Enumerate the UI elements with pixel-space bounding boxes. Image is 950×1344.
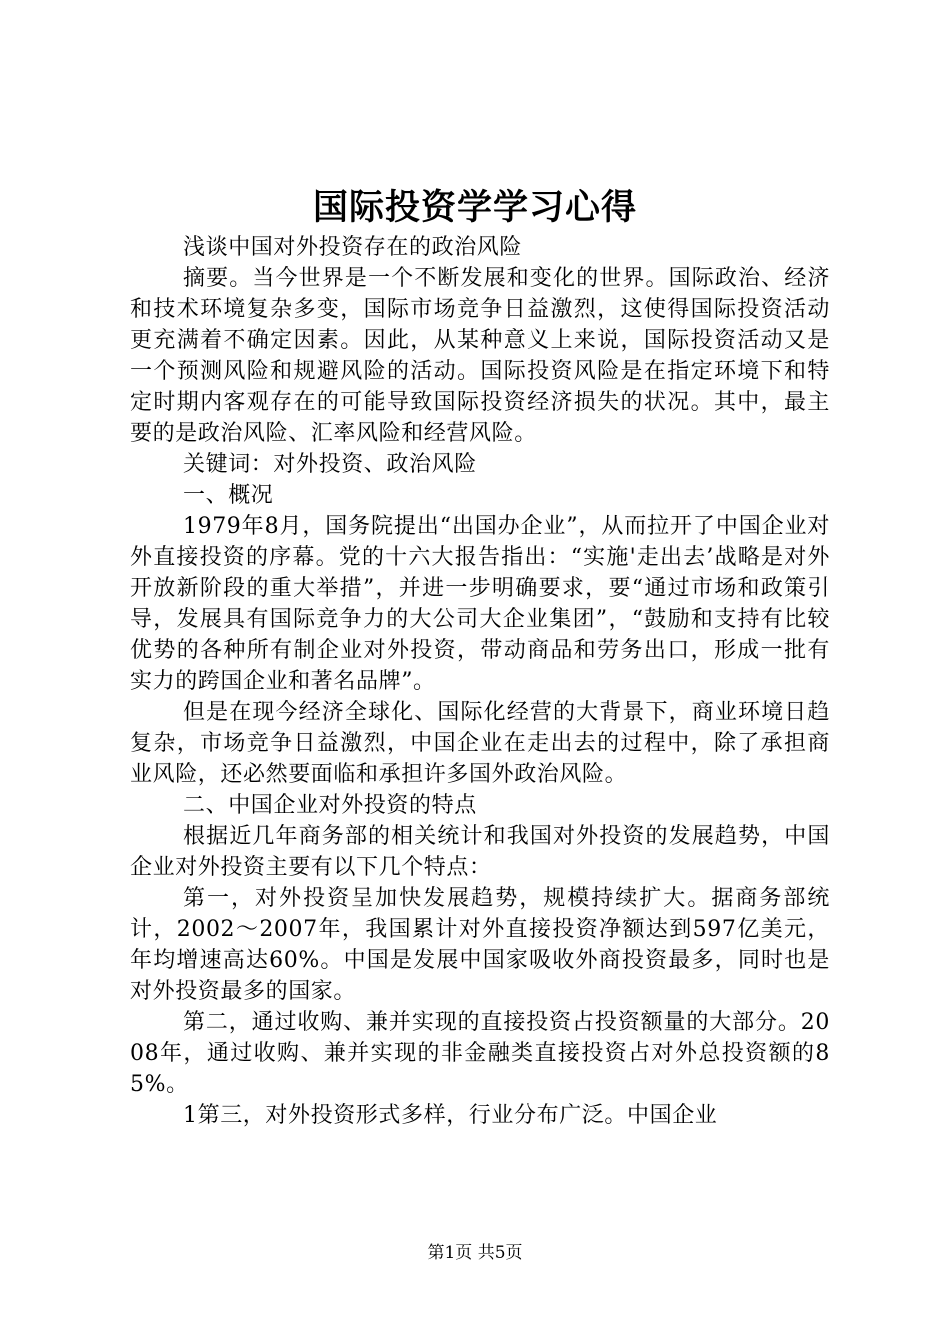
section-heading-features: 二、中国企业对外投资的特点 (183, 793, 477, 818)
body-paragraph: 第一，对外投资呈加快发展趋势，规模持续扩大。据商务部统计，2002～2007年，我国累计对外直接投资净额达到597亿美元，年均增速高达60%。中国是发展中国家吸收外商投资最多，同时也是对外投资最多的国家。 (130, 886, 830, 1004)
page-number-footer: 第1页 共5页 (427, 1243, 523, 1263)
body-paragraph: 1第三，对外投资形式多样，行业分布广泛。中国企业 (183, 1103, 718, 1128)
document-title: 国际投资学学习心得 (312, 187, 637, 228)
abstract-paragraph: 摘要。当今世界是一个不断发展和变化的世界。国际政治、经济和技术环境复杂多变，国际市场竞争日益激烈，这使得国际投资活动更充满着不确定因素。因此，从某种意义上来说，国际投资活动又是一个预测风险和规避风险的活动。国际投资风险是在指定环境下和特定时期内客观存在的可能导致国际投资经济损失的状况。其中，最主要的是政治风险、汇率风险和经营风险。 (130, 266, 830, 446)
subtitle-paragraph: 浅谈中国对外投资存在的政治风险 (183, 235, 523, 260)
body-paragraph: 1979年8月，国务院提出“出国办企业”，从而拉开了中国企业对外直接投资的序幕。党的十六大报告指出：“实施'走出去’战略是对外开放新阶段的重大举措”，并进一步明确要求，要“通过市场和政策引导，发展具有国际竞争力的大公司大企业集团”，“鼓励和支持有比较优势的各种所有制企业对外投资，带动商品和劳务出口，形成一批有实力的跨国企业和著名品牌”。 (130, 514, 830, 694)
keywords-paragraph: 关键词：对外投资、政治风险 (183, 452, 477, 477)
body-paragraph: 根据近几年商务部的相关统计和我国对外投资的发展趋势，中国企业对外投资主要有以下几个特点： (130, 824, 830, 880)
body-paragraph: 但是在现今经济全球化、国际化经营的大背景下，商业环境日趋复杂，市场竞争日益激烈，中国企业在走出去的过程中，除了承担商业风险，还必然要面临和承担许多国外政治风险。 (130, 700, 830, 787)
body-paragraph: 第二，通过收购、兼并实现的直接投资占投资额量的大部分。2008年，通过收购、兼并实现的非金融类直接投资占对外总投资额的85%。 (130, 1010, 830, 1097)
section-heading-overview: 一、概况 (183, 483, 274, 508)
document-body (130, 232, 830, 1131)
